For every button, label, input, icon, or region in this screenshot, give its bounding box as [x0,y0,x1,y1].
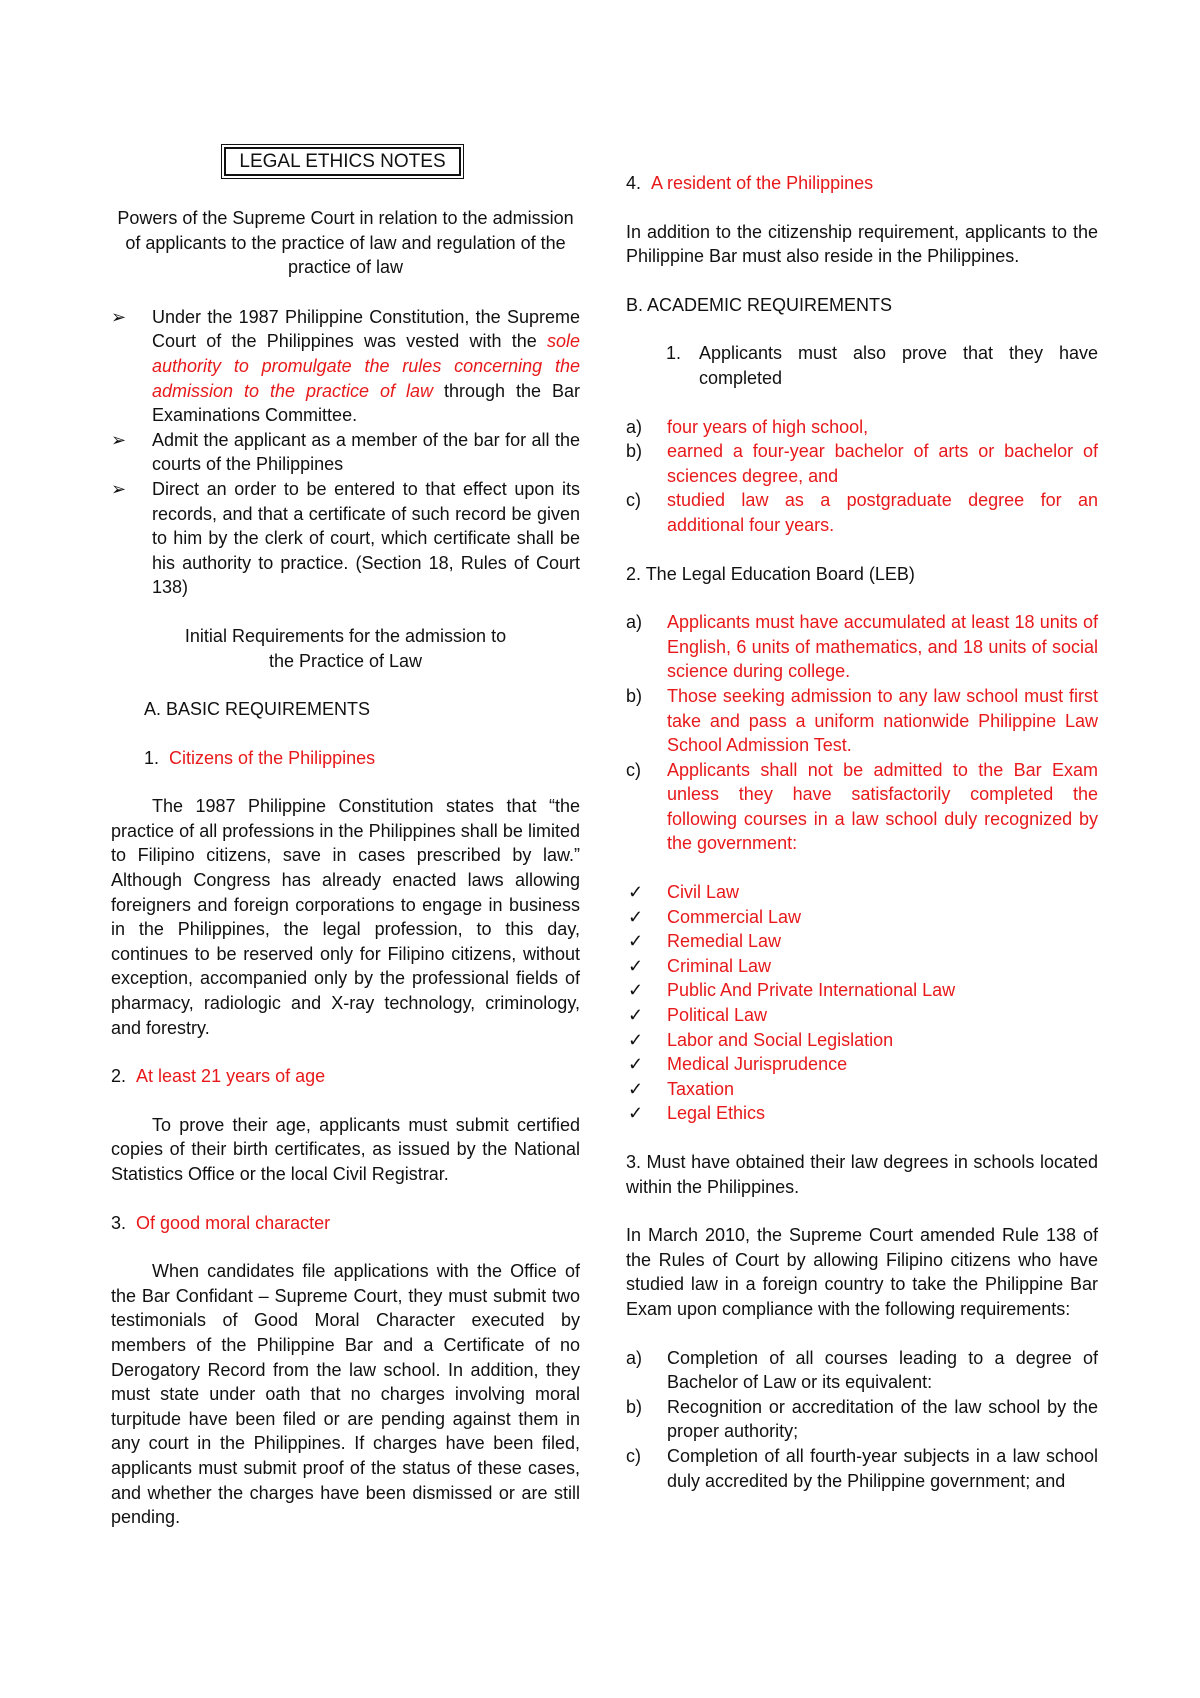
course-item: ✓ Commercial Law [626,905,1098,930]
requirement-text: The 1987 Philippine Constitution states that “the practice of all professions in the Philippines shall be limited to Filipino citizens, save in cases prescribed by law.” Although Congress has already enacted laws allowing foreigners and foreign corporations to engage in business in the Philippines, the legal profession, to this day, continues to be reserved only for Filipino citizens, without exception, accompanied only by the professional fields of pharmacy, radiologic and X-ray technology, criminology, and forestry. [111,796,580,1038]
check-icon: ✓ [628,1054,644,1075]
course-item: ✓ Remedial Law [626,929,1098,954]
requirement-heading: 2. At least 21 years of age [111,1066,326,1087]
check-icon: ✓ [628,980,644,1001]
academic-requirements-heading: B. ACADEMIC REQUIREMENTS [626,294,893,315]
check-icon: ✓ [628,882,644,903]
requirement-heading: 4. A resident of the Philippines [626,173,874,193]
foreign-requirements-list [626,1346,1098,1494]
list-item: a) Applicants must have accumulated at least 18 units of English, 6 units of mathematics, and 18 units of social science during college. [626,612,1098,682]
list-item: b) Those seeking admission to any law school must first take and pass a uniform nationwide Philippine Law School Admission Test. [626,685,1098,756]
course-item: ✓ Labor and Social Legislation [626,1028,1098,1053]
initial-requirements-heading: Initial Requirements for the admission to the Practice of Law [184,625,507,671]
highlighted-text: sole authority to promulgate the rules concerning the admission to the practice of law [152,331,580,401]
check-icon: ✓ [628,955,644,976]
arrow-bullet-icon: ➢ [111,306,127,327]
course-item: ✓ Political Law [626,1003,1098,1028]
check-icon: ✓ [628,1078,644,1099]
powers-heading: Powers of the Supreme Court in relation to the admission of applicants to the practice of law and regulation of the practice of law [117,208,574,278]
course-item: ✓ Legal Ethics [626,1101,1098,1126]
list-item: ➢ Direct an order to be entered to that effect upon its records, and that a certificate of such record be given to him by the clerk of court, which certificate shall be his authority to practice. (Section 18, Rules of Court 138) [111,478,580,598]
list-item: c) Completion of all fourth-year subjects in a law school duly accredited by the Philippine government; and [626,1445,1098,1491]
requirement-heading: 1. Citizens of the Philippines [144,747,376,768]
courses-list [626,880,1098,1126]
requirement-heading: 3. Of good moral character [111,1212,331,1233]
left-column [111,147,580,1530]
list-item: c) Applicants shall not be admitted to the Bar Exam unless they have satisfactorily completed the following courses in a law school duly recognized by the government: [626,759,1098,854]
list-item: c) studied law as a postgraduate degree for an additional four years. [626,490,1098,535]
powers-list [111,305,580,600]
course-item: ✓ Civil Law [626,880,1098,905]
right-column [626,171,1098,1493]
check-icon: ✓ [628,1005,644,1026]
leb-heading: 2. The Legal Education Board (LEB) [626,563,915,584]
list-item: ➢ Admit the applicant as a member of the bar for all the courts of the Philippines [111,429,580,475]
academic-item: 1. Applicants must also prove that they have completed [666,343,1098,388]
list-item: a) four years of high school, [626,416,869,437]
course-item: ✓ Criminal Law [626,954,1098,979]
course-item: ✓ Medical Jurisprudence [626,1052,1098,1077]
requirement-text: In March 2010, the Supreme Court amended Rule 138 of the Rules of Court by allowing Filipino citizens who have studied law in a foreign country to take the Philippine Bar Exam upon compliance with the following requirements: [626,1225,1098,1319]
arrow-bullet-icon: ➢ [111,478,127,499]
course-item: ✓ Taxation [626,1077,1098,1102]
check-icon: ✓ [628,1029,644,1050]
list-item: ➢ Under the 1987 Philippine Constitution, the Supreme Court of the Philippines was vested with the sole authority to promulgate the rules concerning the admission to the practice of law through the Bar Examinations Committee. [111,306,580,426]
requirement-text: To prove their age, applicants must submit certified copies of their birth certificates, as issued by the National Statistics Office or the local Civil Registrar. [111,1114,580,1184]
academic-sublist [626,415,1098,538]
requirement-text: In addition to the citizenship requirement, applicants to the Philippine Bar must also reside in the Philippines. [626,221,1098,267]
course-item: ✓ Public And Private International Law [626,978,1098,1003]
check-icon: ✓ [628,1103,644,1124]
list-item: b) Recognition or accreditation of the law school by the proper authority; [626,1396,1098,1442]
requirement-text: When candidates file applications with the Office of the Bar Confidant – Supreme Court, they must submit two testimonials of Good Moral Character executed by members of the Philippine Bar and a Certificate of no Derogatory Record from the law school. In addition, they must state under oath that no charges involving moral turpitude have been filed or are pending against them in any court in the Philippines. If charges have been filed, applicants must submit proof of the status of these cases, and whether the charges have been dismissed or are still pending. [111,1261,580,1528]
leb-list [626,610,1098,856]
check-icon: ✓ [628,906,644,927]
list-item: a) Completion of all courses leading to a degree of Bachelor of Law or its equivalent: [626,1347,1098,1393]
basic-requirements-heading: A. BASIC REQUIREMENTS [144,699,371,720]
arrow-bullet-icon: ➢ [111,429,127,450]
list-item: b) earned a four-year bachelor of arts or bachelor of sciences degree, and [626,441,1098,486]
check-icon: ✓ [628,931,644,952]
requirement-text: 3. Must have obtained their law degrees in schools located within the Philippines. [626,1152,1098,1197]
document-title: LEGAL ETHICS NOTES [224,147,461,176]
